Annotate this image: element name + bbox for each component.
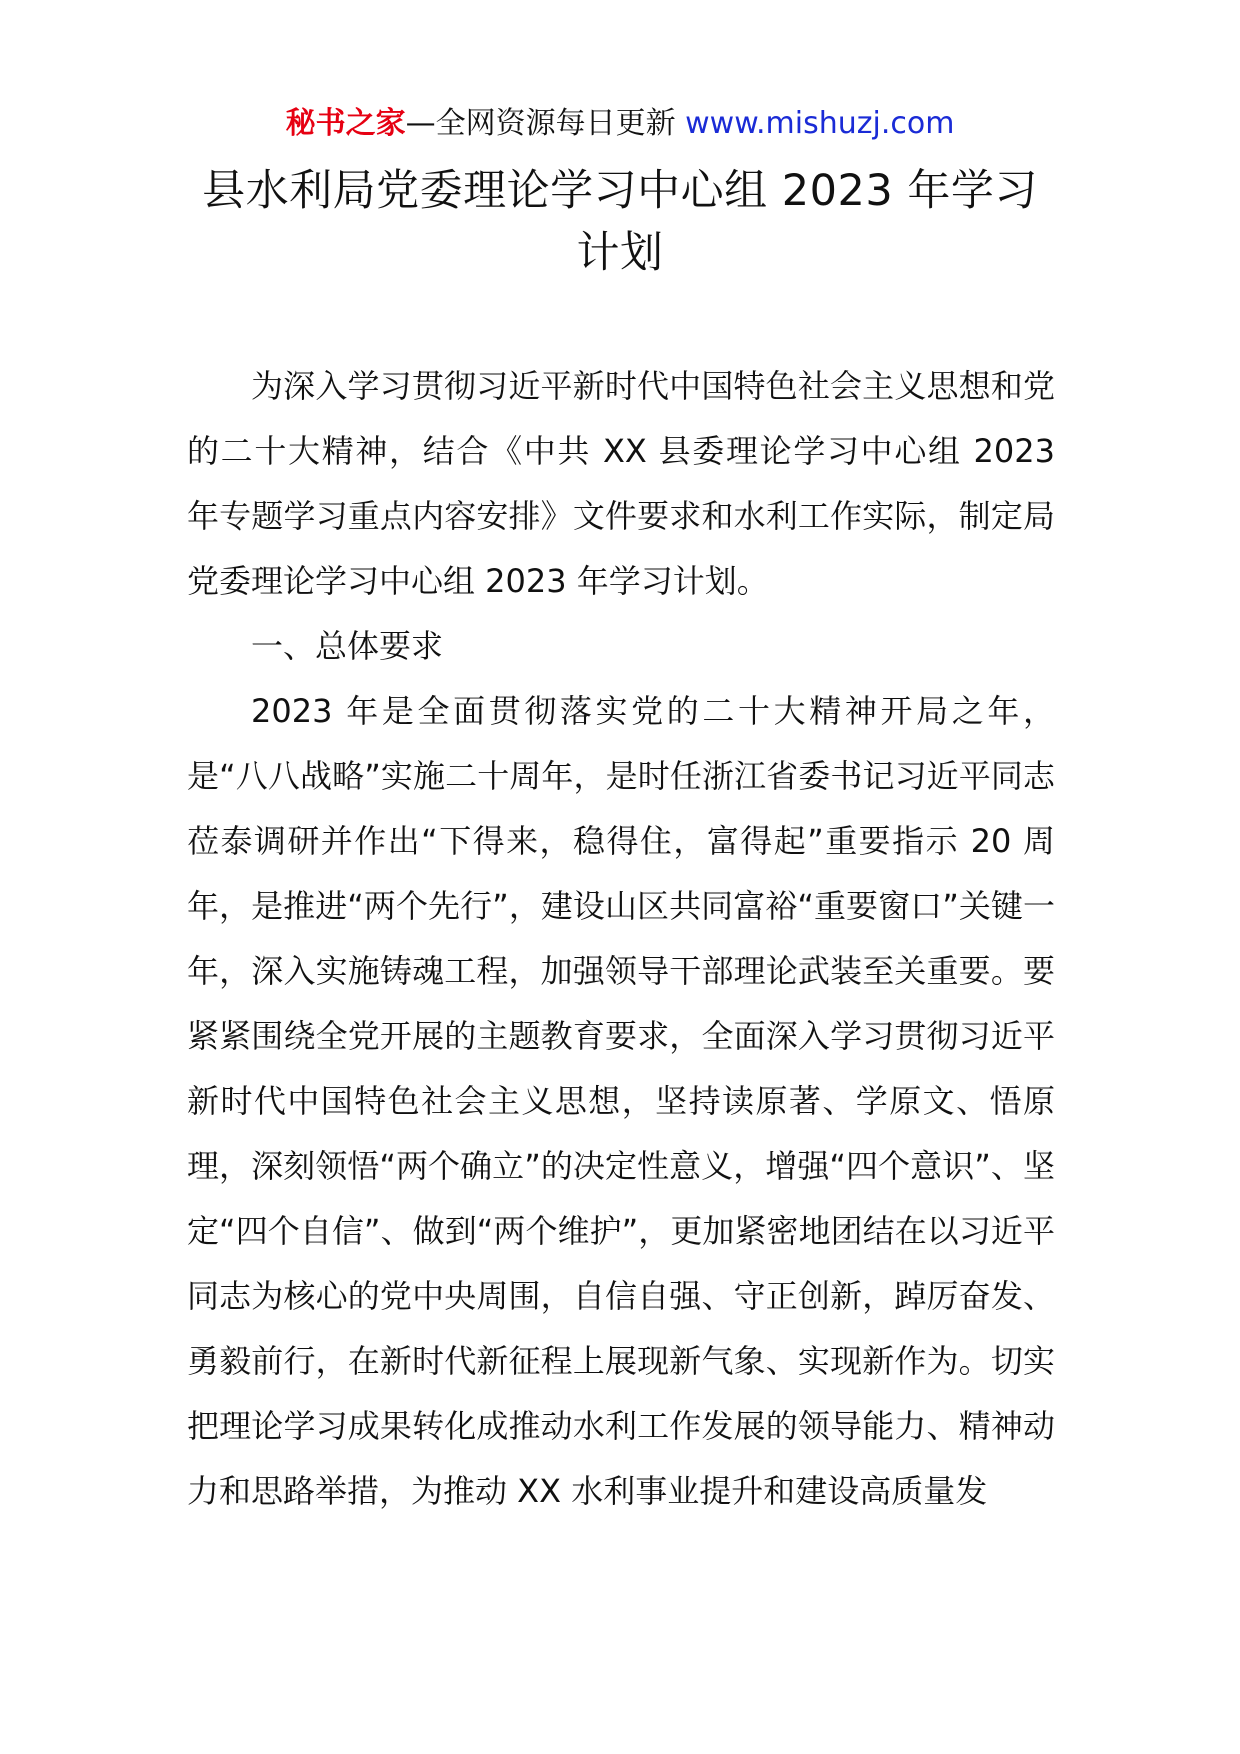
- document-body: [187, 354, 1055, 1524]
- body-paragraph: 2023 年是全面贯彻落实党的二十大精神开局之年，是“八八战略”实施二十周年，是时任浙江省委书记习近平同志莅泰调研并作出“下得来，稳得住，富得起”重要指示 20 周年，是推进“两个先行”，建设山区共同富裕“重要窗口”关键一年，深入实施铸魂工程，加强领导干部理论武装至关重要。要紧紧围绕全党开展的主题教育要求，全面深入学习贯彻习近平新时代中国特色社会主义思想，坚持读原著、学原文、悟原理，深刻领悟“两个确立”的决定性意义，增强“四个意识”、坚定“四个自信”、做到“两个维护”，更加紧密地团结在以习近平同志为核心的党中央周围，自信自强、守正创新，踔厉奋发、勇毅前行，在新时代新征程上展现新气象、实现新作为。切实把理论学习成果转化成推动水利工作发展的领导能力、精神动力和思路举措，为推动 XX 水利事业提升和建设高质量发: [187, 692, 1055, 1510]
- site-header: [0, 102, 1240, 146]
- document-title: 县水利局党委理论学习中心组 2023 年学习计划: [202, 166, 1038, 278]
- header-tagline: —全网资源每日更新: [405, 106, 676, 141]
- section-heading: 一、总体要求: [251, 627, 444, 665]
- site-url-link[interactable]: www.mishuzj.com: [685, 106, 955, 141]
- intro-paragraph: 为深入学习贯彻习近平新时代中国特色社会主义思想和党的二十大精神，结合《中共 XX 县委理论学习中心组 2023 年专题学习重点内容安排》文件要求和水利工作实际，制定局党委理论学习中心组 2023 年学习计划。: [187, 367, 1055, 600]
- brand-name: 秘书之家: [285, 106, 406, 141]
